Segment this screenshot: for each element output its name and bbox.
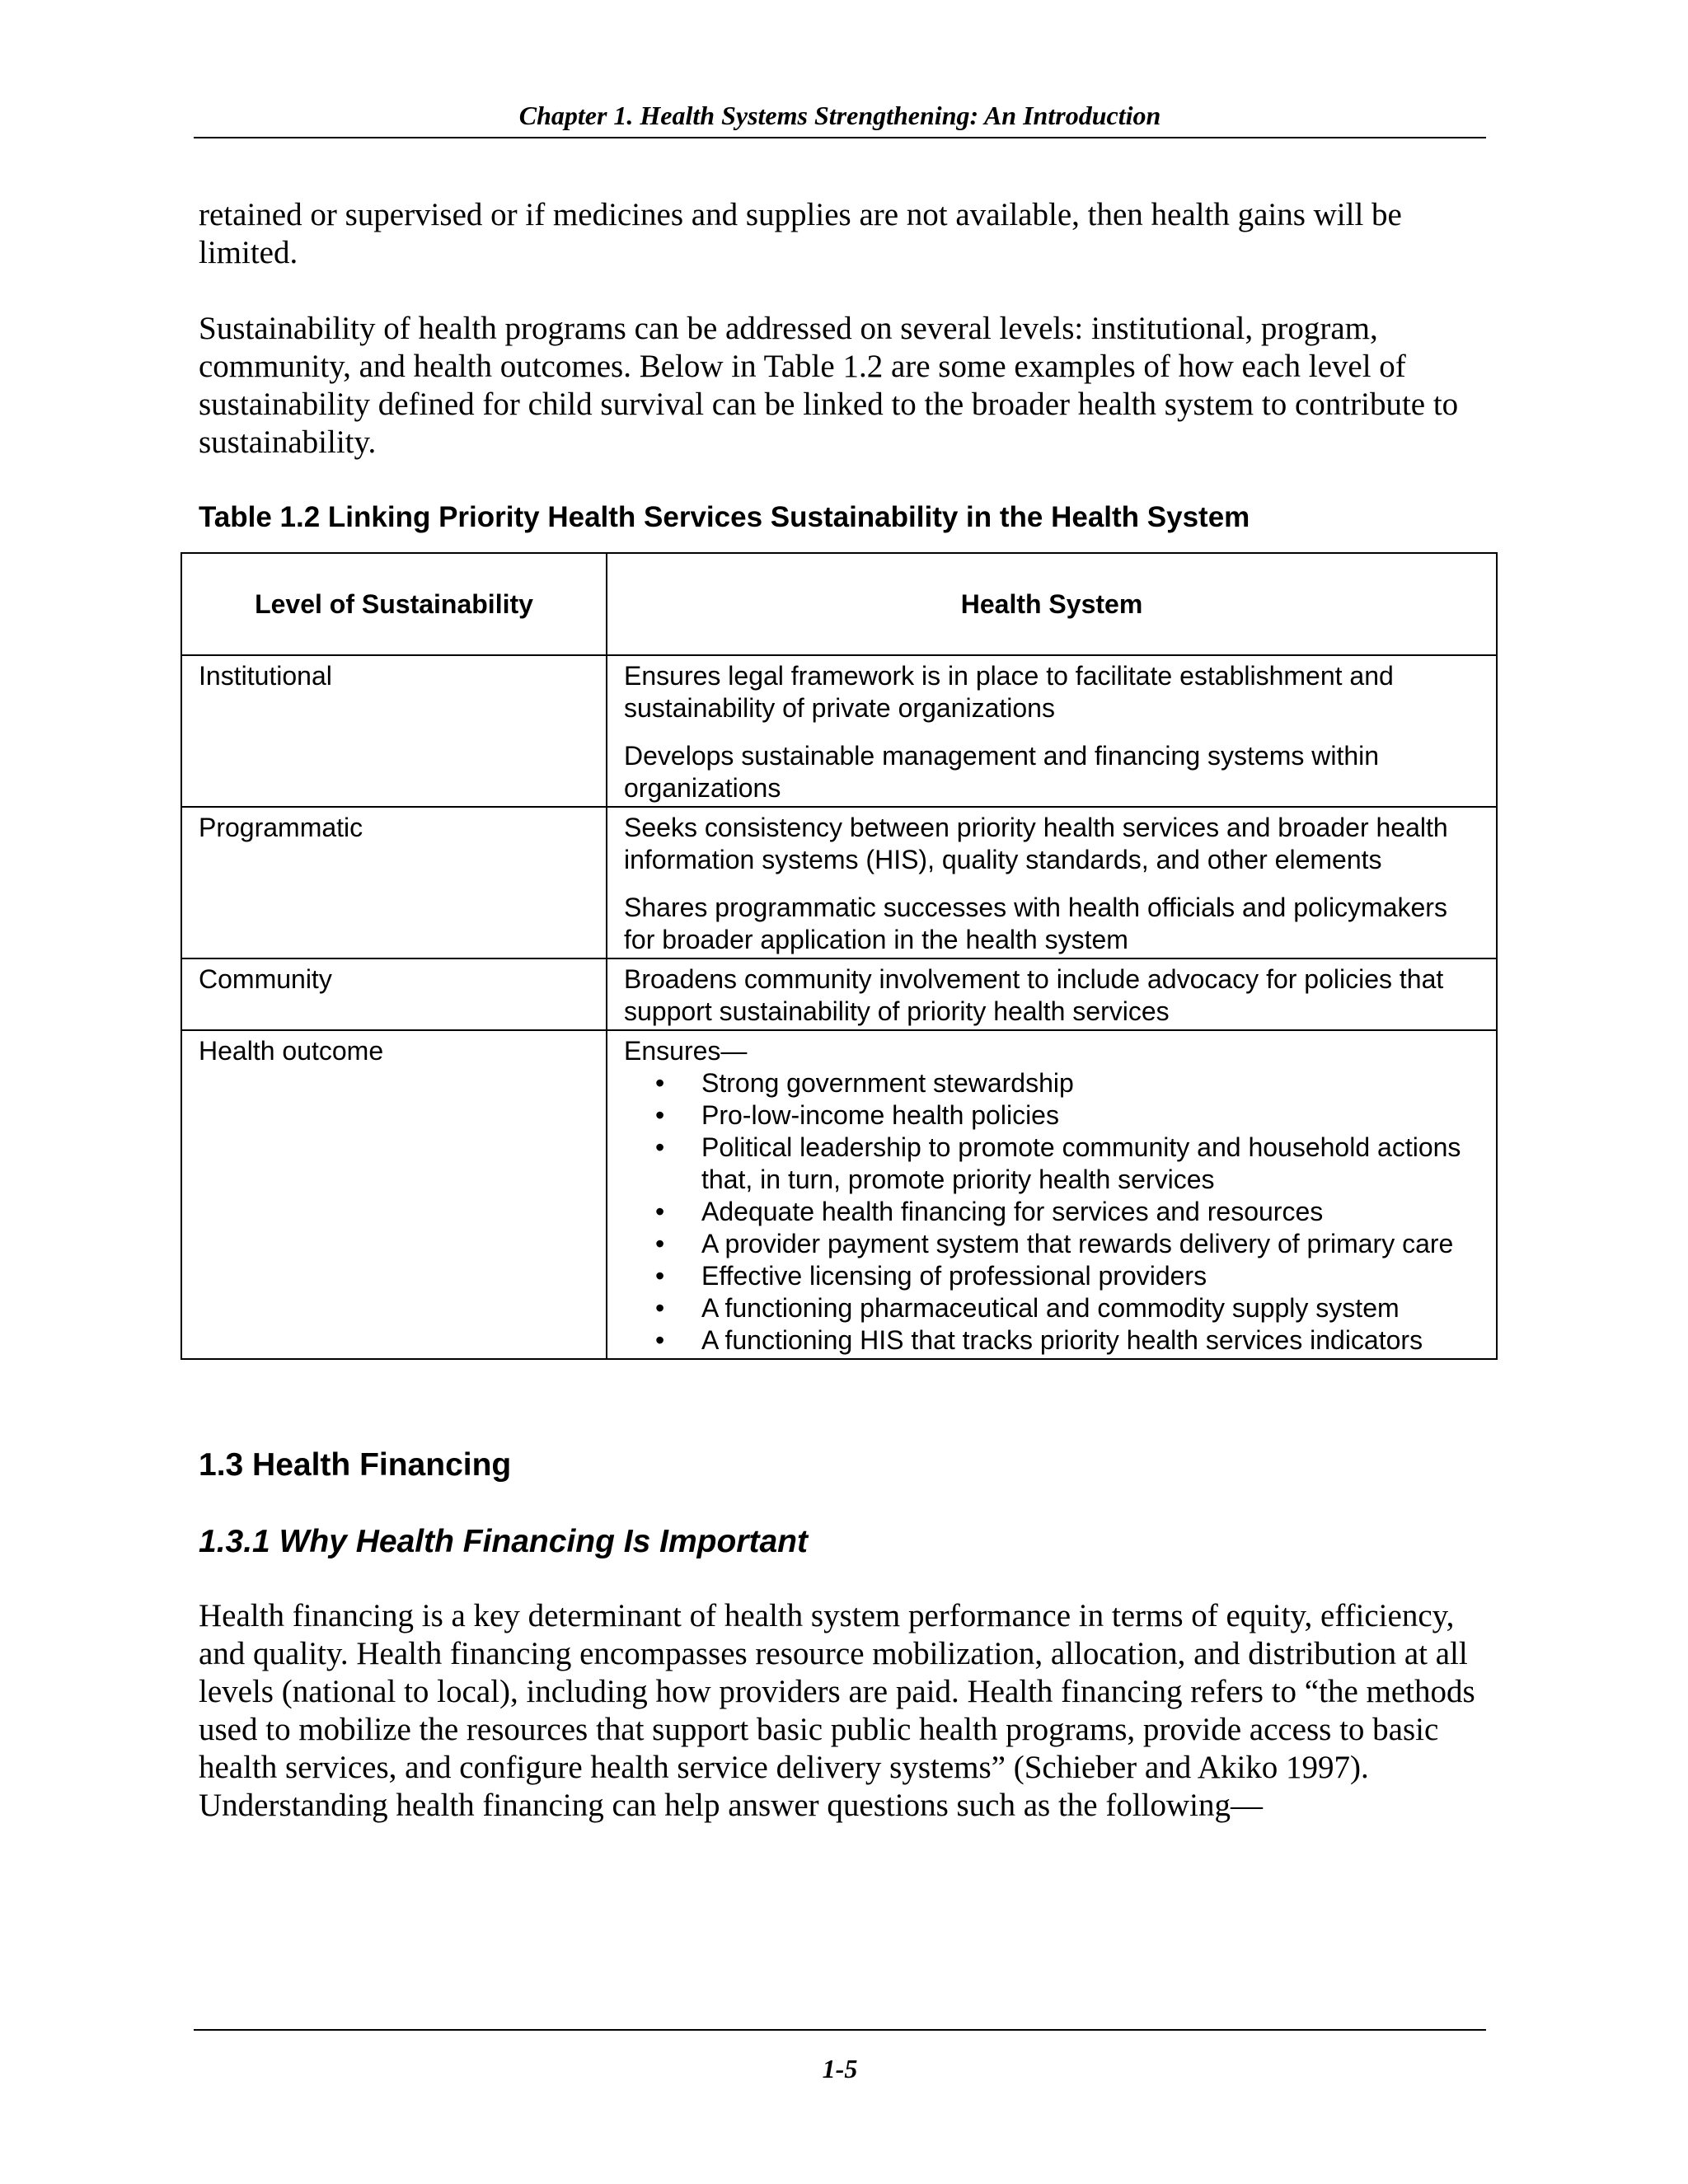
section-heading: 1.3 Health Financing — [199, 1447, 512, 1483]
list-item: • Political leadership to promote community and household actions that, in turn, promote priority health services — [624, 1132, 1479, 1196]
cell-intro: Ensures— — [624, 1036, 748, 1066]
health-system-cell — [607, 807, 1497, 958]
table-row-health-outcome — [181, 1030, 1497, 1359]
continuation-paragraph: retained or supervised or if medicines and supplies are not available, then health gains will be limited. — [199, 197, 1402, 270]
list-item: • Pro-low-income health policies — [624, 1099, 1479, 1132]
running-header: Chapter 1. Health Systems Strengthening: An Introduction — [194, 97, 1486, 138]
list-item: • Strong government stewardship — [624, 1067, 1479, 1099]
list-item: • Adequate health financing for services and resources — [624, 1196, 1479, 1228]
level-cell: Health outcome — [181, 1030, 607, 1359]
table-row-community — [181, 958, 1497, 1030]
sustainability-table — [181, 552, 1498, 1360]
table-row-programmatic — [181, 807, 1497, 958]
health-system-cell — [607, 655, 1497, 807]
table-row-institutional — [181, 655, 1497, 807]
cell-item: Seeks consistency between priority health services and broader health information systems (HIS), quality standards, and other elements — [624, 813, 1448, 874]
level-cell: Institutional — [181, 655, 607, 807]
column-header-health-system: Health System — [607, 553, 1497, 655]
list-item: • Effective licensing of professional providers — [624, 1260, 1479, 1292]
cell-item: Shares programmatic successes with health officials and policymakers for broader application in the health system — [624, 893, 1447, 954]
list-item: • A provider payment system that rewards delivery of primary care — [624, 1228, 1479, 1260]
level-cell: Programmatic — [181, 807, 607, 958]
subsection-heading: 1.3.1 Why Health Financing Is Important — [199, 1524, 808, 1559]
level-cell: Community — [181, 958, 607, 1030]
cell-item: Ensures legal framework is in place to facilitate establishment and sustainability of private organizations — [624, 661, 1394, 723]
cell-item: Broadens community involvement to include advocacy for policies that support sustainability of priority health services — [624, 964, 1444, 1026]
column-header-level: Level of Sustainability — [181, 553, 607, 655]
page-number: 1-5 — [194, 2029, 1486, 2085]
table-caption: Table 1.2 Linking Priority Health Services Sustainability in the Health System — [199, 501, 1250, 533]
table-header-row — [181, 553, 1497, 655]
health-system-cell — [607, 1030, 1497, 1359]
outcome-bullet-list — [624, 1067, 1479, 1357]
list-item: • A functioning HIS that tracks priority health services indicators — [624, 1324, 1479, 1357]
health-system-cell — [607, 958, 1497, 1030]
sustainability-intro-paragraph: Sustainability of health programs can be addressed on several levels: institutional, program, community, and health outcomes. Below in Table 1.2 are some examples of how each level of sustainability defined for child survival can be linked to the broader health system to contribute to sustainability. — [199, 311, 1459, 460]
cell-item: Develops sustainable management and financing systems within organizations — [624, 741, 1380, 803]
list-item: • A functioning pharmaceutical and commodity supply system — [624, 1292, 1479, 1324]
health-financing-paragraph: Health financing is a key determinant of health system performance in terms of equity, efficiency, and quality. Health financing encompasses resource mobilization, allocation, and distribution at all levels (national to local), including how providers are paid. Health financing refers to “the methods used to mobilize the resources that support basic public health programs, provide access to basic health services, and configure health service delivery systems” (Schieber and Akiko 1997). Understanding health financing can help answer questions such as the following— — [199, 1598, 1475, 1823]
